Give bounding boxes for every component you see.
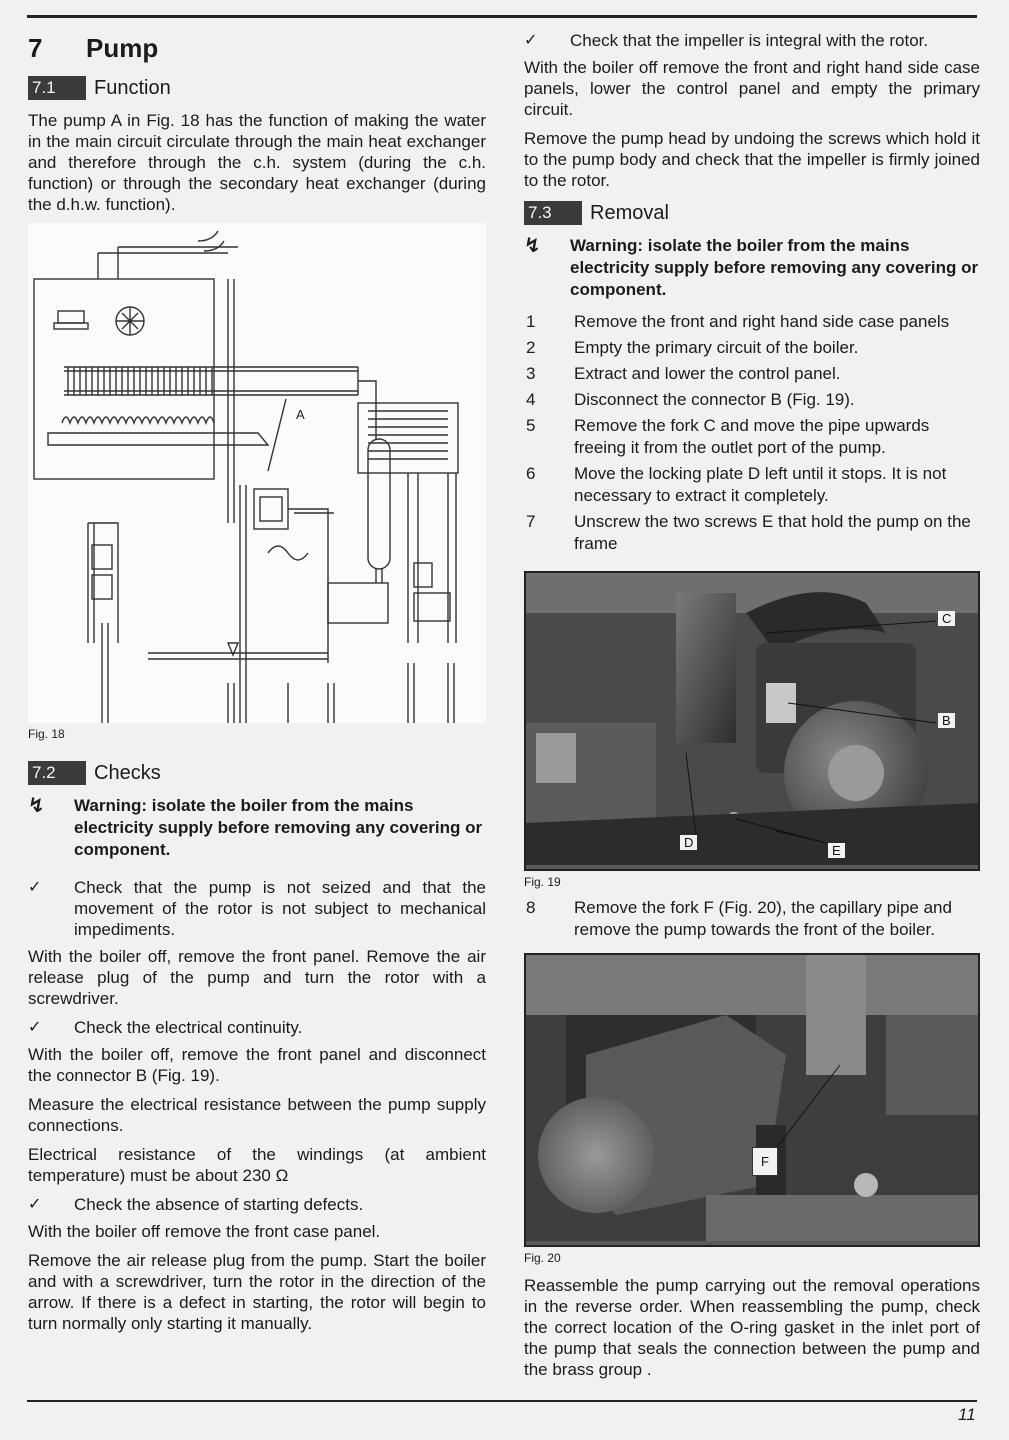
check-text: Check that the impeller is integral with the rotor. bbox=[570, 31, 929, 50]
section-number-badge: 7.1 bbox=[28, 76, 86, 100]
checkmark-icon: ✓ bbox=[28, 1019, 42, 1036]
section-title: Function bbox=[94, 76, 171, 99]
function-paragraph: The pump A in Fig. 18 has the function of making the water in the main circuit circulate through the main heat exchanger and therefore through the c.h. system (during the c.h. function) or through the secondary heat exchanger (during the d.h.w. function). bbox=[28, 111, 486, 214]
step-text: Remove the front and right hand side case panels bbox=[574, 312, 950, 331]
bottom-rule bbox=[27, 1400, 977, 1402]
fig19-label-b: B bbox=[938, 713, 955, 728]
fig18-caption: Fig. 18 bbox=[28, 727, 65, 741]
boiler-circuit-diagram bbox=[28, 223, 486, 723]
top-rule bbox=[27, 15, 977, 18]
check-item-continuity bbox=[28, 1017, 486, 1038]
step-number: 2 bbox=[526, 338, 536, 357]
checks-paragraph-5: With the boiler off remove the front case panel. bbox=[28, 1222, 381, 1241]
section-heading-checks bbox=[28, 759, 486, 787]
fig19-caption: Fig. 19 bbox=[524, 875, 561, 889]
fig19-label-d: D bbox=[680, 835, 697, 850]
warning-text: Warning: isolate the boiler from the mains electricity supply before removing any covering or component. bbox=[570, 236, 979, 299]
checkmark-icon: ✓ bbox=[28, 1196, 42, 1213]
chapter-number: 7 bbox=[28, 32, 43, 63]
checks-warning bbox=[28, 795, 486, 861]
pump-removal-photo-illustration bbox=[526, 955, 978, 1241]
fig18-label-a: A bbox=[296, 407, 305, 422]
fig19-label-c: C bbox=[938, 611, 955, 626]
fig19-photo bbox=[524, 571, 980, 871]
check-text: Check that the pump is not seized and that the movement of the rotor is not subject to mechanical impediments. bbox=[74, 878, 486, 939]
step-text: Unscrew the two screws E that hold the pump on the frame bbox=[574, 512, 971, 553]
fig20-caption: Fig. 20 bbox=[524, 1251, 561, 1265]
step-number: 7 bbox=[526, 512, 536, 531]
step-text: Empty the primary circuit of the boiler. bbox=[574, 338, 859, 357]
check-item-seized bbox=[28, 877, 486, 940]
removal-warning bbox=[524, 235, 980, 301]
fig20-label-f: F bbox=[752, 1147, 778, 1176]
removal-step bbox=[524, 415, 980, 459]
step-text: Remove the fork F (Fig. 20), the capillary pipe and remove the pump towards the front of the boiler. bbox=[574, 898, 952, 939]
chapter-title: Pump bbox=[86, 32, 159, 63]
page-number: 11 bbox=[958, 1405, 976, 1424]
fig20-photo bbox=[524, 953, 980, 1247]
check-text: Check the electrical continuity. bbox=[74, 1018, 303, 1037]
section-heading-function bbox=[28, 74, 486, 102]
lightning-warning-icon: ↯ bbox=[524, 235, 541, 257]
checks-paragraph-1: With the boiler off, remove the front panel. Remove the air release plug of the pump and turn the rotor with a screwdriver. bbox=[28, 947, 486, 1008]
removal-step bbox=[524, 389, 980, 411]
removal-step bbox=[524, 463, 980, 507]
step-number: 4 bbox=[526, 390, 536, 409]
step-number: 8 bbox=[526, 898, 536, 917]
removal-steps bbox=[524, 311, 980, 555]
step-text: Extract and lower the control panel. bbox=[574, 364, 841, 383]
check-item-impeller bbox=[524, 30, 980, 51]
fig19-label-e: E bbox=[828, 843, 845, 858]
right-column bbox=[524, 28, 980, 1388]
section-title: Checks bbox=[94, 761, 161, 784]
removal-step bbox=[524, 311, 980, 333]
checks-paragraph-4: Electrical resistance of the windings (at ambient temperature) must be about 230 Ω bbox=[28, 1145, 486, 1185]
check-text: Check the absence of starting defects. bbox=[74, 1195, 364, 1214]
removal-step bbox=[524, 337, 980, 359]
step-number: 1 bbox=[526, 312, 536, 331]
chapter-heading bbox=[28, 28, 486, 68]
removal-step bbox=[524, 511, 980, 555]
step-text: Disconnect the connector B (Fig. 19). bbox=[574, 390, 855, 409]
step-number: 3 bbox=[526, 364, 536, 383]
impeller-paragraph-2: Remove the pump head by undoing the screws which hold it to the pump body and check that the impeller is firmly joined to the rotor. bbox=[524, 129, 980, 190]
lightning-warning-icon: ↯ bbox=[28, 795, 45, 817]
checks-paragraph-6: Remove the air release plug from the pump. Start the boiler and with a screwdriver, turn the rotor in the direction of the arrow. If there is a defect in starting, the rotor will begin to turn normally only starting it manually. bbox=[28, 1251, 486, 1333]
step-number: 6 bbox=[526, 464, 536, 483]
check-item-starting bbox=[28, 1194, 486, 1215]
section-number-badge: 7.2 bbox=[28, 761, 86, 785]
removal-step bbox=[524, 363, 980, 385]
removal-step-8 bbox=[524, 897, 980, 941]
reassemble-paragraph: Reassemble the pump carrying out the removal operations in the reverse order. When reassembling the pump, check the correct location of the O-ring gasket in the inlet port of the pump that seals the connection between the pump and the brass group . bbox=[524, 1276, 980, 1379]
checkmark-icon: ✓ bbox=[524, 32, 538, 49]
step-text: Remove the fork C and move the pipe upwards freeing it from the outlet port of the pump. bbox=[574, 416, 930, 457]
fig18-diagram bbox=[28, 223, 486, 723]
impeller-paragraph-1: With the boiler off remove the front and right hand side case panels, lower the control panel and empty the primary circuit. bbox=[524, 58, 980, 119]
step-number: 5 bbox=[526, 416, 536, 435]
section-title: Removal bbox=[590, 201, 669, 224]
checkmark-icon: ✓ bbox=[28, 879, 42, 896]
left-column bbox=[28, 28, 486, 1342]
warning-text: Warning: isolate the boiler from the mains electricity supply before removing any covering or component. bbox=[74, 796, 483, 859]
checks-paragraph-2: With the boiler off, remove the front panel and disconnect the connector B (Fig. 19). bbox=[28, 1045, 486, 1085]
step-text: Move the locking plate D left until it stops. It is not necessary to extract it completely. bbox=[574, 464, 947, 505]
section-heading-removal bbox=[524, 199, 980, 227]
pump-photo-illustration bbox=[526, 573, 978, 865]
checks-paragraph-3: Measure the electrical resistance between the pump supply connections. bbox=[28, 1095, 486, 1135]
section-number-badge: 7.3 bbox=[524, 201, 582, 225]
